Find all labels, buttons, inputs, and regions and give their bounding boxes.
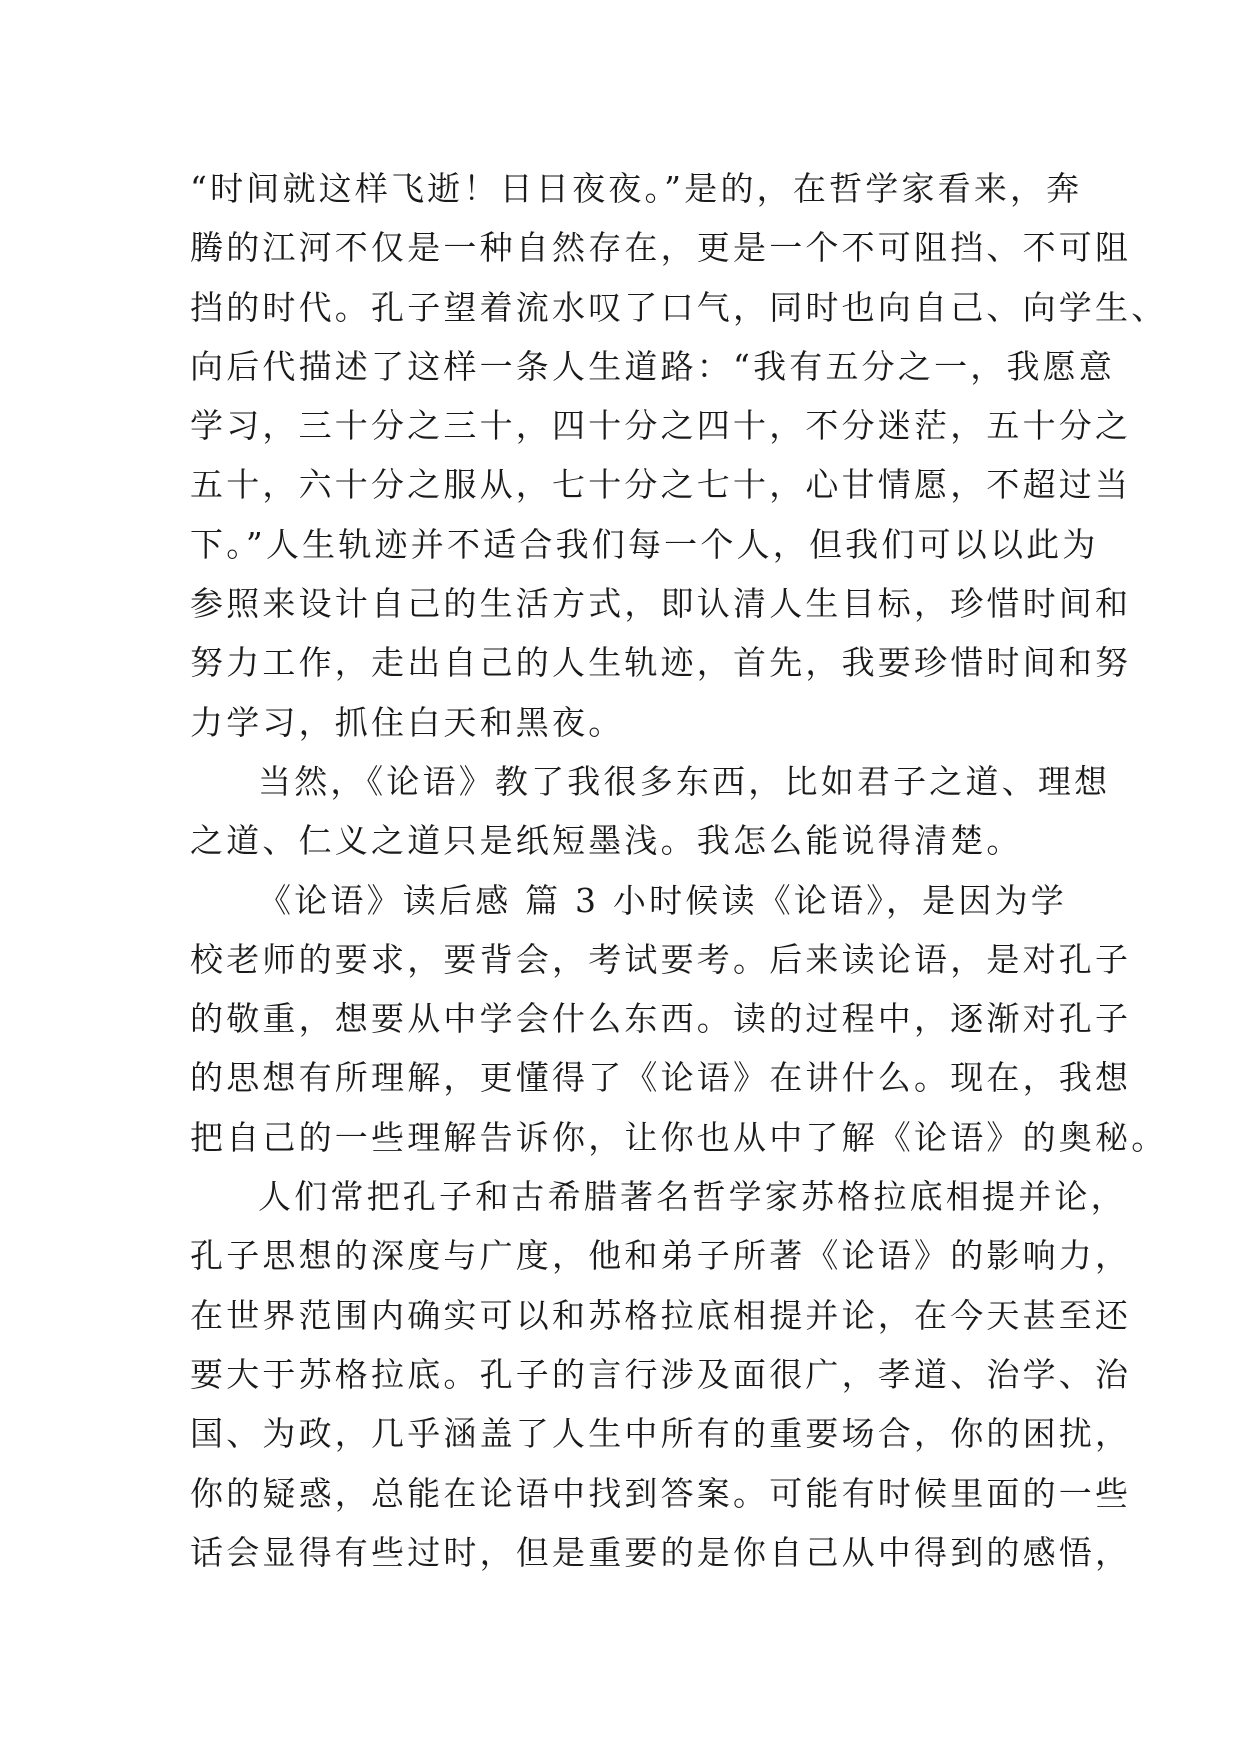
text-line: 把自己的一些理解告诉你，让你也从中了解《论语》的奥秘。 (190, 1117, 1168, 1157)
text-line: 在世界范围内确实可以和苏格拉底相提并论，在今天甚至还 (190, 1295, 1132, 1335)
text-line: 向后代描述了这样一条人生道路：“我有五分之一，我愿意 (190, 346, 1116, 386)
paragraph-start-line: 人们常把孔子和古希腊著名哲学家苏格拉底相提并论， (258, 1177, 1127, 1217)
text-line: 要大于苏格拉底。孔子的言行涉及面很广，孝道、治学、治 (190, 1354, 1132, 1394)
text-line: 参照来设计自己的生活方式，即认清人生目标，珍惜时间和 (190, 584, 1132, 624)
text-line: 话会显得有些过时，但是重要的是你自己从中得到的感悟， (190, 1532, 1132, 1572)
text-line: 挡的时代。孔子望着流水叹了口气，同时也向自己、向学生、 (190, 287, 1168, 327)
text-line: 你的疑惑，总能在论语中找到答案。可能有时候里面的一些 (190, 1473, 1132, 1513)
text-line: 力学习，抓住白天和黑夜。 (190, 702, 625, 742)
text-line: 学习，三十分之三十，四十分之四十，不分迷茫，五十分之 (190, 406, 1132, 446)
text-line: 的敬重，想要从中学会什么东西。读的过程中，逐渐对孔子 (190, 999, 1132, 1039)
text-line: 五十，六十分之服从，七十分之七十，心甘情愿，不超过当 (190, 465, 1132, 505)
text-line: 的思想有所理解，更懂得了《论语》在讲什么。现在，我想 (190, 1058, 1132, 1098)
text-line: “时间就这样飞逝！日日夜夜。”是的，在哲学家看来，奔 (190, 169, 1083, 208)
text-line: 校老师的要求，要背会，考试要考。后来读论语，是对孔子 (190, 939, 1132, 979)
text-line: 之道、仁义之道只是纸短墨浅。我怎么能说得清楚。 (190, 821, 1023, 861)
text-line: 国、为政，几乎涵盖了人生中所有的重要场合，你的困扰， (190, 1414, 1132, 1454)
paragraph-start-line: 当然，《论语》教了我很多东西，比如君子之道、理想 (258, 761, 1111, 801)
body-text (190, 159, 1168, 1582)
text-line: 腾的江河不仅是一种自然存在，更是一个不可阻挡、不可阻 (190, 228, 1132, 268)
text-line: 下。”人生轨迹并不适合我们每一个人，但我们可以以此为 (190, 524, 1099, 564)
text-line: 孔子思想的深度与广度，他和弟子所著《论语》的影响力， (190, 1236, 1132, 1276)
section-heading-line: 《论语》读后感 篇 3 小时候读《论语》，是因为学 (258, 880, 1067, 920)
text-line: 努力工作，走出自己的人生轨迹，首先，我要珍惜时间和努 (190, 643, 1132, 683)
